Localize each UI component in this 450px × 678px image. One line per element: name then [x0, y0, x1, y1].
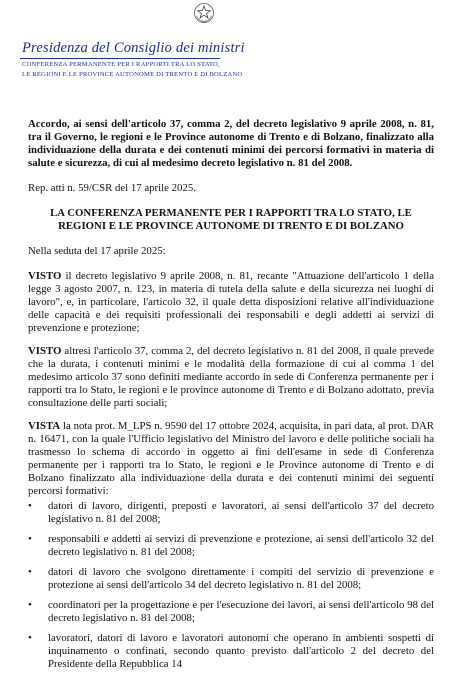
- bullet-icon: •: [28, 500, 32, 512]
- repertory-reference: Rep. atti n. 59/CSR del 17 aprile 2025.: [28, 182, 196, 194]
- list-item-text: datori di lavoro che svolgono direttamente i compiti del servizio di prevenzione e protezione ai sensi dell'articolo 34 del decreto legislativo n. 81 del 2008;: [48, 566, 434, 591]
- list-item: [28, 632, 434, 671]
- conference-heading: LA CONFERENZA PERMANENTE PER I RAPPORTI TRA LO STATO, LE REGIONI E LE PROVINCE AUTONOME DI TRENTO E DI BOLZANO: [50, 207, 412, 232]
- document-body: [28, 118, 434, 678]
- bullet-icon: •: [28, 533, 32, 545]
- paragraph-text: la nota prot. M_LPS n. 9590 del 17 ottobre 2024, acquisita, in pari data, al prot. DAR n. 16471, con la quale l'Ufficio legislativo del Ministro del lavoro e delle politiche sociali ha trasmesso lo schema di accordo in oggetto ai fini dell'esame in sede di Conferenza permanente per i rapporti tra lo Stato, le regioni e le Province autonome di Trento e di Bolzano finalizzato alla individuazione della durata e dei contenuti minimi dei seguenti percorsi formativi:: [28, 420, 434, 497]
- list-item: [28, 566, 434, 592]
- training-courses-list: [28, 500, 434, 671]
- list-item-text: lavoratori, datori di lavoro e lavoratori autonomi che operano in ambienti sospetti di inquinamento o confinati, secondo quanto previsto dall'articolo 2 del decreto del Presidente della Repubblica 14: [48, 632, 434, 670]
- bullet-icon: •: [28, 632, 32, 644]
- paragraph-keyword: VISTA: [28, 420, 61, 432]
- paragraph-vista: [28, 420, 434, 498]
- list-item-text: datori di lavoro, dirigenti, preposti e lavoratori, ai sensi dell'articolo 37 del decreto legislativo n. 81 del 2008;: [48, 500, 434, 525]
- list-item: [28, 533, 434, 559]
- list-item: [28, 500, 434, 526]
- subtitle-line-2: LE REGIONI E LE PROVINCE AUTONOME DI TRENTO E DI BOLZANO: [22, 71, 243, 78]
- agreement-summary: Accordo, ai sensi dell'articolo 37, comma 2, del decreto legislativo 9 aprile 2008, n. 81, tra il Governo, le regioni e le Province autonome di Trento e di Bolzano, finalizzato alla individuazione della durata e dei contenuti minimi dei percorsi formativi in materia di salute e sicurezza, di cui al medesimo decreto legislativo n. 81 del 2008.: [28, 118, 434, 169]
- paragraph-keyword: VISTO: [28, 345, 62, 357]
- paragraph-visto-2: [28, 345, 434, 410]
- header-divider: [20, 58, 220, 59]
- list-item-text: coordinatori per la progettazione e per l'esecuzione dei lavori, ai sensi dell'articolo 98 del decreto legislativo n. 81 del 2008;: [48, 599, 434, 624]
- paragraph-text: altresì l'articolo 37, comma 2, del decreto legislativo n. 81 del 2008, il quale prevede che la durata, i contenuti minimi e le modalità della formazione di cui al comma 1 del medesimo articolo 37 sono definiti mediante accordo in sede di Conferenza permanente per i rapporti tra lo Stato, le regioni e le province autonome di Trento e di Bolzano adottato, previa consultazione delle parti sociali;: [28, 345, 434, 409]
- bullet-icon: •: [28, 566, 32, 578]
- institution-title: Presidenza del Consiglio dei ministri: [22, 40, 245, 56]
- italian-republic-emblem-icon: [193, 2, 215, 24]
- list-item: [28, 599, 434, 625]
- paragraph-text: il decreto legislativo 9 aprile 2008, n. 81, recante "Attuazione dell'articolo 1 della legge 3 agosto 2007, n. 123, in materia di tutela della salute e della sicurezza nei luoghi di lavoro", e, in particolare, l'articolo 32, il quale detta disposizioni relative all'individuazione delle capacità e dei requisiti professionali dei responsabili e degli addetti ai servizi di prevenzione e protezione;: [28, 270, 434, 334]
- paragraph-visto-1: [28, 270, 434, 335]
- institution-subtitle: [22, 60, 342, 80]
- bullet-icon: •: [28, 599, 32, 611]
- session-date-line: Nella seduta del 17 aprile 2025:: [28, 245, 166, 257]
- paragraph-keyword: VISTO: [28, 270, 62, 282]
- list-item-text: responsabili e addetti ai servizi di prevenzione e protezione, ai sensi dell'articolo 32 del decreto legislativo n. 81 del 2008;: [48, 533, 434, 558]
- subtitle-line-1: CONFERENZA PERMANENTE PER I RAPPORTI TRA LO STATO,: [22, 61, 220, 68]
